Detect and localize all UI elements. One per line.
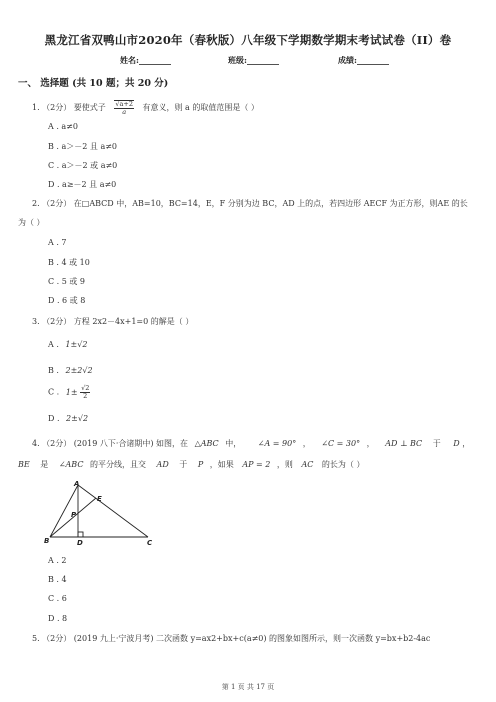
q4-angle-a: ∠A = 90° [257,439,297,448]
q1-option-d: D . a≥－2 且 a≠0 [48,180,117,189]
label-p: P [71,511,77,519]
side-ac [78,485,148,537]
q5-stem: 5. （2分） (2019 九上·宁波月考) 二次函数 y=ax2+bx+c(a≠0) 的图象如图所示，则一次函数 y=bx+b2-4ac [32,634,431,643]
q3-option-a-expr: 1±√2 [65,340,88,349]
q4-be: BE [18,460,30,469]
q4-l2-mid3: ，则 [276,460,293,469]
q3-option-c [48,385,90,400]
q4-point-p: P [197,460,204,469]
score-field: 成绩:________ [338,55,389,65]
q2-option-b: B . 4 或 10 [48,258,90,267]
page-footer: 第 1 页 共 17 页 [221,683,275,691]
q4-angle-abc: ∠ABC [58,460,84,469]
q3-option-a [48,340,87,349]
q4-point-d: D [453,439,460,448]
q4-stem-line2 [18,459,364,470]
q3-stem: 3. （2分） 方程 2x2－4x+1=0 的解是（ ） [32,317,194,326]
q4-ap: AP = 2 [242,460,271,469]
q4-option-d: D . 8 [48,614,68,623]
q4-shi: 是 [40,460,49,469]
q1-option-b: B . a＞－2 且 a≠0 [48,142,118,151]
q4-option-a: A . 2 [48,556,67,565]
q3-option-c-fraction [80,385,90,400]
class-field: 班级:________ [228,55,279,65]
q4-triangle: △ABC [194,439,219,448]
q4-option-c: C . 6 [48,594,67,603]
q3-option-c-denominator: 2 [83,392,88,400]
q4-l2-tail: 的长为（ ） [321,460,365,469]
q1-option-a: A . a≠0 [48,122,78,131]
q4-triangle-figure [44,480,160,546]
q4-l2-mid: 的平分线，且交 [90,460,146,469]
right-angle-mark [78,532,83,537]
q4-mid-text: 中， [225,439,242,448]
q4-angle-c: ∠C = 30° [321,439,361,448]
q3-option-b-label: B . [48,366,59,375]
q3-option-d-expr: 2±√2 [66,414,89,423]
q4-l2-mid2: ，如果 [209,460,234,469]
q2-stem-line2: 为（ ） [18,218,45,227]
q1-fraction [114,100,134,116]
q2-option-c: C . 5 或 9 [48,277,86,286]
label-b: B [44,537,50,545]
q2-option-d: D . 6 或 8 [48,296,86,305]
label-d: D [77,539,83,546]
q4-perpendicular: AD ⊥ BC [385,439,423,448]
q1-frac-denominator: a [122,108,127,116]
q3-option-c-label: C . [48,387,60,397]
q3-option-c-numerator: √2 [81,384,90,392]
q1-option-c: C . a＞－2 或 a≠0 [48,161,118,170]
q4-stem-line1: 4. （2分） (2019 八下·合诸期中) 如图，在 △ABC 中， ∠A = 90° ， ∠C = 30° ， AD ⊥ BC 于 D ， [32,439,471,448]
q4-yu: 于 [432,439,441,448]
q2-option-a: A . 7 [48,238,67,247]
q4-stem-text: 4. （2分） (2019 八下·合诸期中) 如图，在 [32,439,189,448]
q1-stem: 1. （2分） 要使式子 [32,103,106,112]
q3-option-d [48,414,88,423]
label-e: E [97,495,102,503]
q3-option-d-label: D . [48,414,60,423]
q2-stem-line1: 2. （2分） 在□ABCD 中，AB=10，BC=14，E，F 分别为边 BC，AD 上的点，若四边形 AECF 为正方形，则AE 的长 [32,199,468,208]
section-title: 一、 选择题 (共 10 题；共 20 分) [18,78,169,89]
q4-ac: AC [301,460,314,469]
q4-ad: AD [156,460,169,469]
question-1 [32,100,259,116]
label-a: A [74,480,80,488]
name-field: 姓名:________ [120,55,171,65]
q3-option-c-prefix: 1± [65,387,78,397]
q4-yu2: 于 [179,460,188,469]
page-title: 黑龙江省双鸭山市2020年（春秋版）八年级下学期数学期末考试试卷（II）卷 [44,33,452,47]
q3-option-b [48,366,93,375]
q3-option-b-expr: 2±2√2 [65,366,93,375]
q3-option-a-label: A . [48,340,59,349]
q4-option-b: B . 4 [48,575,67,584]
label-c: C [147,539,153,546]
q1-frac-numerator: √a+2 [115,100,133,108]
q1-stem-tail: 有意义，则 a 的取值范围是（ ） [142,103,259,112]
